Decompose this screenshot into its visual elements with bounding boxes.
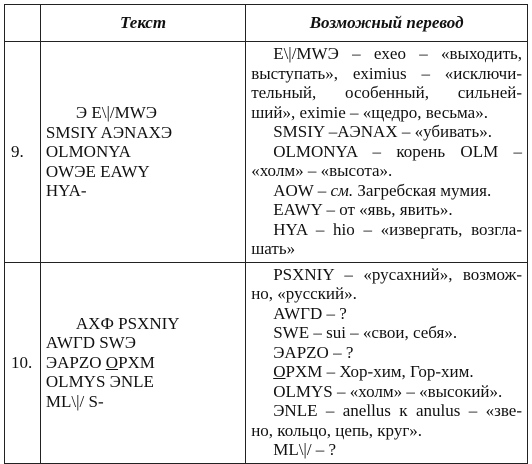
translation-line: HYA – hio – «извергать, возгла- xyxy=(273,219,522,239)
text-line: OLMYS ЭNLE xyxy=(45,372,154,392)
text-word: ЭAPZO xyxy=(45,352,106,372)
translation-line: ЭAPZO – ? xyxy=(273,342,354,362)
translation-line: ЭNLE – anellus к anulus – «зве- xyxy=(273,401,522,420)
text-line: SMSIY AЭNAXЭ xyxy=(45,122,173,142)
translation-line: OLMYS – «холм» – «высокий». xyxy=(273,381,503,401)
translation-cell xyxy=(246,262,528,463)
text-line: AXФ PSXNIY xyxy=(75,313,180,333)
row-number: 9. xyxy=(5,42,41,263)
translation-line: ший», eximie – «щедро, весьма». xyxy=(251,102,488,122)
underlined-letter: O xyxy=(105,352,119,372)
translation-line: ML\|/ – ? xyxy=(273,440,337,459)
translation-rest: Загребская мумия. xyxy=(353,180,492,200)
text-line: OLMONYA xyxy=(45,142,131,161)
translation-line xyxy=(251,181,522,201)
text-cell xyxy=(40,42,245,263)
header-num-cell xyxy=(5,5,41,42)
translation-rest: PXM – Хор-хим, Гор-хим. xyxy=(285,362,474,381)
translation-line: SMSIY –AЭNAX – «убивать». xyxy=(273,122,492,141)
text-line: HYA- xyxy=(45,181,87,200)
text-line: OWЭE EAWY xyxy=(45,161,150,181)
header-translation-cell: Возможный перевод xyxy=(246,5,528,42)
translation-term: AOW – xyxy=(273,180,331,200)
text-line xyxy=(46,353,241,373)
table-row xyxy=(5,262,528,463)
translation-line: EAWY – от «явь, явить». xyxy=(273,200,453,219)
text-cell xyxy=(40,262,245,463)
translation-line: шать» xyxy=(251,239,296,258)
table-row xyxy=(5,42,528,263)
translation-line: тельный, особенный, сильней- xyxy=(251,83,522,102)
translation-cell xyxy=(246,42,528,263)
translation-line: выступать», eximius – «исключи- xyxy=(251,63,522,83)
underlined-letter: O xyxy=(273,362,286,381)
text-line: AWГD SWЭ xyxy=(45,333,136,353)
translation-line xyxy=(251,362,522,382)
see-abbreviation: см. xyxy=(330,180,354,200)
header-text-cell: Текст xyxy=(40,5,245,42)
text-line: Э E\|/MWЭ xyxy=(75,103,157,122)
header-row xyxy=(5,5,528,42)
translation-line: но, кольцо, цепь, круг». xyxy=(251,420,423,440)
row-number: 10. xyxy=(5,262,41,463)
text-line: ML\|/ S- xyxy=(45,391,104,411)
translation-line: PSXNIY – «русахний», возмож- xyxy=(273,264,522,284)
translation-line: E\|/MWЭ – exeo – «выходить, xyxy=(273,44,522,63)
text-word: PXM xyxy=(118,352,155,372)
translation-line: «холм» – «высота». xyxy=(251,161,393,180)
translation-table xyxy=(4,4,528,464)
translation-line: OLMONYA – корень OLM – xyxy=(273,141,522,161)
translation-line: SWE – sui – «свои, себя». xyxy=(273,323,458,342)
translation-line: но, «русский». xyxy=(251,284,357,303)
translation-line: AWГD – ? xyxy=(273,303,347,323)
